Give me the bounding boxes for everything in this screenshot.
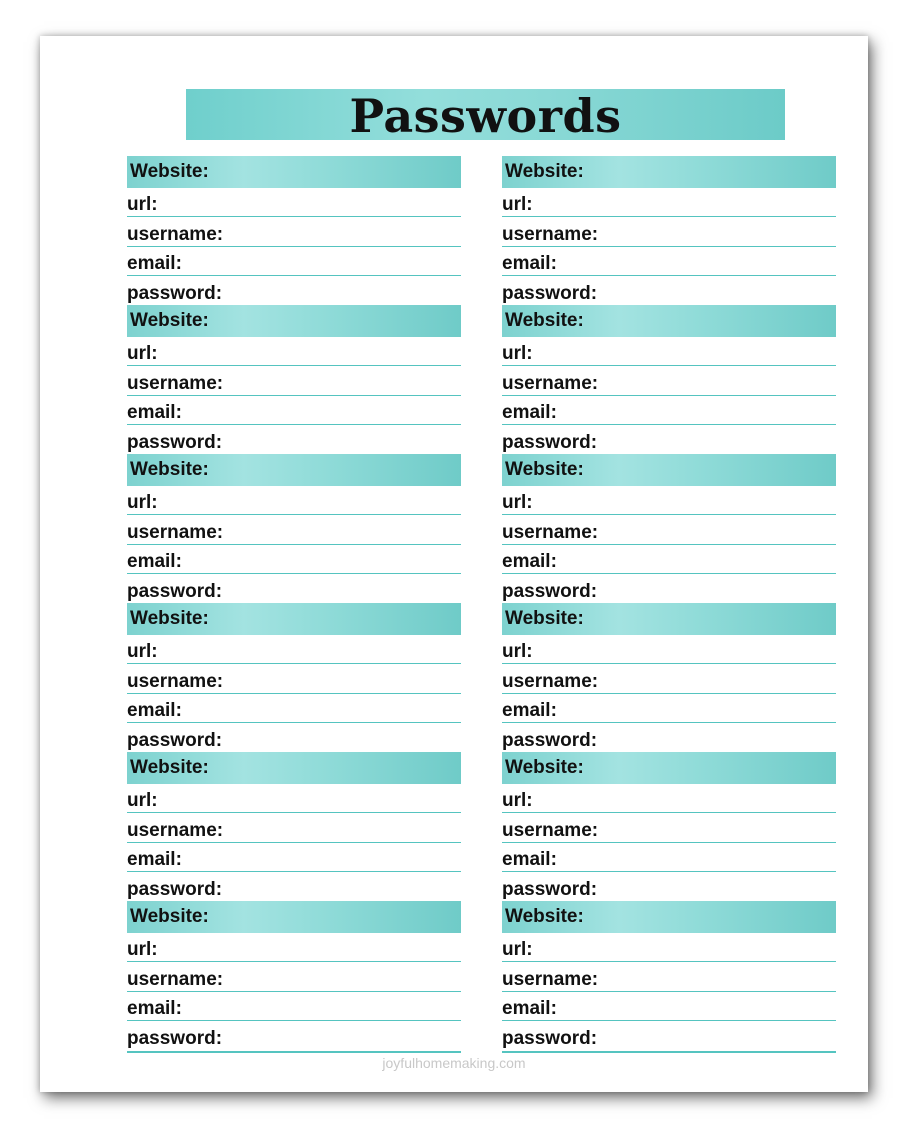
url-row[interactable] [127,188,461,217]
website-label: Website: [505,161,584,182]
url-label: url: [502,343,533,365]
url-row[interactable] [127,337,461,366]
username-label: username: [127,670,224,692]
email-label: email: [127,848,182,870]
password-entry [127,156,461,305]
email-label: email: [502,848,557,870]
email-row[interactable] [127,843,461,872]
email-label: email: [127,550,182,572]
bottom-rule-left [127,1051,461,1053]
password-label: password: [127,879,223,900]
username-row[interactable] [127,366,461,395]
password-row[interactable] [127,723,461,752]
email-row[interactable] [502,992,836,1021]
password-row[interactable] [127,872,461,901]
password-row[interactable] [127,1021,461,1050]
website-bar [127,603,461,635]
url-label: url: [127,641,158,663]
username-label: username: [127,968,224,990]
website-label: Website: [130,757,209,778]
website-label: Website: [505,608,584,629]
username-label: username: [502,372,599,394]
password-row[interactable] [127,276,461,305]
username-row[interactable] [502,515,836,544]
username-row[interactable] [502,813,836,842]
password-label: password: [127,283,223,304]
password-row[interactable] [127,425,461,454]
title-banner [186,88,785,143]
email-label: email: [502,550,557,572]
password-row[interactable] [502,723,836,752]
url-row[interactable] [502,188,836,217]
username-label: username: [127,372,224,394]
website-label: Website: [130,161,209,182]
url-row[interactable] [502,486,836,515]
url-label: url: [502,939,533,961]
url-label: url: [502,641,533,663]
website-bar [127,305,461,337]
username-row[interactable] [127,962,461,991]
url-label: url: [127,790,158,812]
username-label: username: [502,521,599,543]
password-label: password: [127,432,223,453]
url-row[interactable] [127,486,461,515]
password-label: password: [502,879,598,900]
username-row[interactable] [127,515,461,544]
password-entry [502,752,836,901]
website-label: Website: [505,906,584,927]
website-label: Website: [130,608,209,629]
password-row[interactable] [502,1021,836,1050]
website-label: Website: [130,459,209,480]
url-label: url: [127,194,158,216]
username-row[interactable] [502,664,836,693]
password-entry [127,305,461,454]
website-bar [502,156,836,188]
website-label: Website: [505,459,584,480]
username-label: username: [127,223,224,245]
left-column [127,156,461,1050]
email-row[interactable] [502,247,836,276]
email-label: email: [502,997,557,1019]
url-label: url: [127,939,158,961]
website-bar [127,752,461,784]
url-label: url: [127,492,158,514]
url-row[interactable] [502,933,836,962]
username-row[interactable] [502,962,836,991]
username-label: username: [502,819,599,841]
website-label: Website: [505,310,584,331]
email-label: email: [127,401,182,423]
password-label: password: [502,432,598,453]
password-row[interactable] [502,574,836,603]
website-bar [127,901,461,933]
email-label: email: [127,252,182,274]
username-row[interactable] [502,366,836,395]
right-column [502,156,836,1050]
password-label: password: [127,730,223,751]
footer-watermark: joyfulhomemaking.com [382,1055,526,1071]
website-label: Website: [130,906,209,927]
url-label: url: [502,194,533,216]
username-row[interactable] [127,813,461,842]
url-row[interactable] [127,635,461,664]
website-bar [502,454,836,486]
website-bar [502,752,836,784]
password-label: password: [127,1028,223,1049]
password-label: password: [127,581,223,602]
email-label: email: [502,401,557,423]
bottom-rule-right [502,1051,836,1053]
username-label: username: [502,968,599,990]
email-row[interactable] [127,247,461,276]
password-entry [502,156,836,305]
password-label: password: [502,730,598,751]
username-row[interactable] [127,217,461,246]
url-row[interactable] [502,635,836,664]
printable-page [40,36,868,1092]
username-label: username: [502,670,599,692]
email-row[interactable] [502,843,836,872]
password-row[interactable] [127,574,461,603]
password-label: password: [502,581,598,602]
email-row[interactable] [127,694,461,723]
password-row[interactable] [502,872,836,901]
url-row[interactable] [502,337,836,366]
url-label: url: [502,790,533,812]
password-entry [502,305,836,454]
password-entry [127,752,461,901]
email-label: email: [502,699,557,721]
username-label: username: [127,819,224,841]
password-label: password: [502,1028,598,1049]
username-label: username: [502,223,599,245]
username-row[interactable] [127,664,461,693]
email-row[interactable] [127,992,461,1021]
url-row[interactable] [127,933,461,962]
website-bar [127,454,461,486]
password-label: password: [502,283,598,304]
email-label: email: [127,699,182,721]
url-label: url: [127,343,158,365]
password-entry [502,901,836,1050]
username-label: username: [127,521,224,543]
email-row[interactable] [502,694,836,723]
password-entry [127,901,461,1050]
url-label: url: [502,492,533,514]
username-row[interactable] [502,217,836,246]
url-row[interactable] [127,784,461,813]
password-entry [127,454,461,603]
website-bar [502,901,836,933]
website-bar [127,156,461,188]
password-entry [502,603,836,752]
email-label: email: [127,997,182,1019]
password-entry [502,454,836,603]
website-bar [502,603,836,635]
email-row[interactable] [127,396,461,425]
email-label: email: [502,252,557,274]
email-row[interactable] [502,396,836,425]
password-row[interactable] [502,425,836,454]
password-row[interactable] [502,276,836,305]
email-row[interactable] [127,545,461,574]
email-row[interactable] [502,545,836,574]
website-label: Website: [505,757,584,778]
website-bar [502,305,836,337]
password-entry [127,603,461,752]
url-row[interactable] [502,784,836,813]
page-title: Passwords [349,88,622,143]
website-label: Website: [130,310,209,331]
